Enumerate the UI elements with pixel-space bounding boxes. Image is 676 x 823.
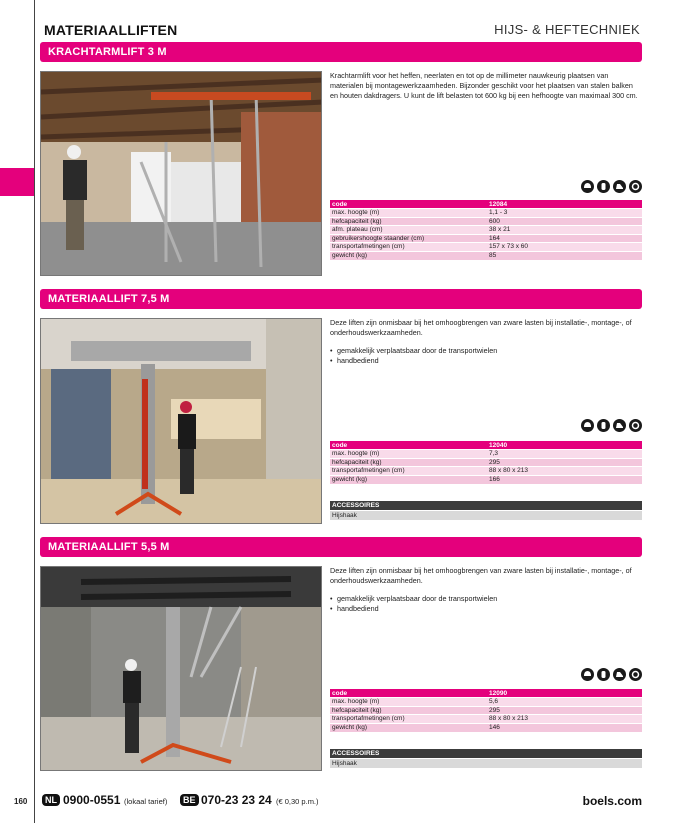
- section-title-bar: MATERIAALLIFT 5,5 M: [40, 537, 642, 557]
- spec-value: 164: [487, 234, 642, 243]
- spec-label: afm. plateau (cm): [330, 226, 487, 235]
- product-photo: [40, 566, 322, 771]
- spec-label: gebruikershoogte staander (cm): [330, 234, 487, 243]
- spec-label: max. hoogte (m): [330, 450, 487, 459]
- spec-value: 85: [487, 251, 642, 260]
- spec-value: 295: [487, 458, 642, 467]
- table-row: [330, 723, 642, 732]
- spec-label: max. hoogte (m): [330, 209, 487, 218]
- list-item: • gemakkelijk verplaatsbaar door de transportwielen: [330, 346, 642, 356]
- spec-value: 88 x 80 x 213: [487, 715, 642, 724]
- ear-protection-icon: [629, 180, 642, 193]
- spec-label: transportafmetingen (cm): [330, 467, 487, 476]
- safety-icons: [581, 180, 642, 193]
- table-row: [330, 217, 642, 226]
- table-row: [330, 458, 642, 467]
- spec-label: hefcapaciteit (kg): [330, 217, 487, 226]
- list-item: • handbediend: [330, 604, 642, 614]
- spec-table: [330, 441, 642, 484]
- product-section-krachtarmlift: [40, 42, 642, 259]
- page-number: 160: [14, 797, 28, 806]
- description-text: Deze liften zijn onmisbaar bij het omhoogbrengen van zware lasten bij installatie-, montage-, of onderhoudswerkzaamheden.: [330, 318, 632, 337]
- spec-label: hefcapaciteit (kg): [330, 458, 487, 467]
- safety-helmet-icon: [581, 668, 594, 681]
- accessories-block: [330, 749, 642, 768]
- spec-label: hefcapaciteit (kg): [330, 706, 487, 715]
- spec-value: 5,6: [487, 698, 642, 707]
- safety-shoe-icon: [613, 180, 626, 193]
- safety-icons: [581, 668, 642, 681]
- accessories-header: ACCESSOIRES: [330, 501, 642, 510]
- website-link[interactable]: boels.com: [582, 794, 642, 808]
- spec-value: 38 x 21: [487, 226, 642, 235]
- glove-icon: [597, 419, 610, 432]
- ear-protection-icon: [629, 668, 642, 681]
- glove-icon: [597, 668, 610, 681]
- product-description: Krachtarmlift voor het heffen, neerlaten en tot op de millimeter nauwkeurig plaatsen van materialen bij montagewerkzaamheden. Bijzonder geschikt voor het plaatsen van stalen balken en houten dakdragers. U kunt de lift belasten tot 600 kg bij een hefhoogte van maximaal 300 cm.: [330, 71, 638, 100]
- product-photo: [40, 71, 322, 276]
- table-row: [330, 715, 642, 724]
- table-row: [330, 251, 642, 260]
- description-text: Deze liften zijn onmisbaar bij het omhoogbrengen van zware lasten bij installatie-, montage-, of onderhoudswerkzaamheden.: [330, 566, 632, 585]
- safety-helmet-icon: [581, 419, 594, 432]
- product-description: [330, 318, 642, 366]
- table-row: [330, 234, 642, 243]
- table-row: [330, 475, 642, 484]
- spec-header-label: code: [330, 689, 487, 698]
- left-margin-rule: [34, 0, 35, 823]
- spec-header-label: code: [330, 200, 487, 209]
- spec-label: max. hoogte (m): [330, 698, 487, 707]
- product-section-materiaallift-5-5: [40, 537, 642, 767]
- spec-value: 88 x 80 x 213: [487, 467, 642, 476]
- spec-table: [330, 689, 642, 732]
- product-section-materiaallift-7-5: [40, 289, 642, 519]
- spec-value: 166: [487, 475, 642, 484]
- spec-label: transportafmetingen (cm): [330, 715, 487, 724]
- nl-phone[interactable]: 0900-0551: [63, 793, 121, 807]
- safety-shoe-icon: [613, 419, 626, 432]
- spec-value: 146: [487, 723, 642, 732]
- be-badge: BE: [180, 794, 199, 806]
- accessories-header: ACCESSOIRES: [330, 749, 642, 758]
- table-row: [330, 706, 642, 715]
- spec-header-code: 12090: [487, 689, 642, 698]
- be-phone[interactable]: 070-23 23 24: [201, 793, 272, 807]
- spec-header-code: 12084: [487, 200, 642, 209]
- spec-value: 1,1 - 3: [487, 209, 642, 218]
- table-row: [330, 698, 642, 707]
- section-title-bar: KRACHTARMLIFT 3 M: [40, 42, 642, 62]
- spec-header-label: code: [330, 441, 487, 450]
- spec-label: transportafmetingen (cm): [330, 243, 487, 252]
- spec-label: gewicht (kg): [330, 475, 487, 484]
- product-description: [330, 566, 642, 614]
- page-footer: [0, 792, 676, 814]
- page-title: MATERIAALLIFTEN: [44, 22, 178, 38]
- accessory-item: Hijshaak: [330, 759, 642, 768]
- spec-header-code: 12040: [487, 441, 642, 450]
- nl-note: (lokaal tarief): [124, 797, 168, 806]
- page-category: HIJS- & HEFTECHNIEK: [494, 22, 640, 37]
- table-row: [330, 209, 642, 218]
- safety-helmet-icon: [581, 180, 594, 193]
- spec-value: 600: [487, 217, 642, 226]
- table-row: [330, 226, 642, 235]
- be-note: (€ 0,30 p.m.): [276, 797, 319, 806]
- glove-icon: [597, 180, 610, 193]
- list-item: • gemakkelijk verplaatsbaar door de transportwielen: [330, 594, 642, 604]
- safety-icons: [581, 419, 642, 432]
- table-row: [330, 467, 642, 476]
- accessory-item: Hijshaak: [330, 511, 642, 520]
- product-photo: [40, 318, 322, 524]
- spec-table: [330, 200, 642, 260]
- table-row: [330, 450, 642, 459]
- section-title-bar: MATERIAALLIFT 7,5 M: [40, 289, 642, 309]
- safety-shoe-icon: [613, 668, 626, 681]
- ear-protection-icon: [629, 419, 642, 432]
- spec-value: 157 x 73 x 60: [487, 243, 642, 252]
- spec-label: gewicht (kg): [330, 723, 487, 732]
- nl-badge: NL: [42, 794, 60, 806]
- spec-label: gewicht (kg): [330, 251, 487, 260]
- spec-value: 7,3: [487, 450, 642, 459]
- chapter-tab: [0, 168, 34, 196]
- feature-list: [330, 346, 642, 366]
- table-row: [330, 243, 642, 252]
- accessories-block: [330, 501, 642, 520]
- feature-list: [330, 594, 642, 614]
- spec-value: 295: [487, 706, 642, 715]
- list-item: • handbediend: [330, 356, 642, 366]
